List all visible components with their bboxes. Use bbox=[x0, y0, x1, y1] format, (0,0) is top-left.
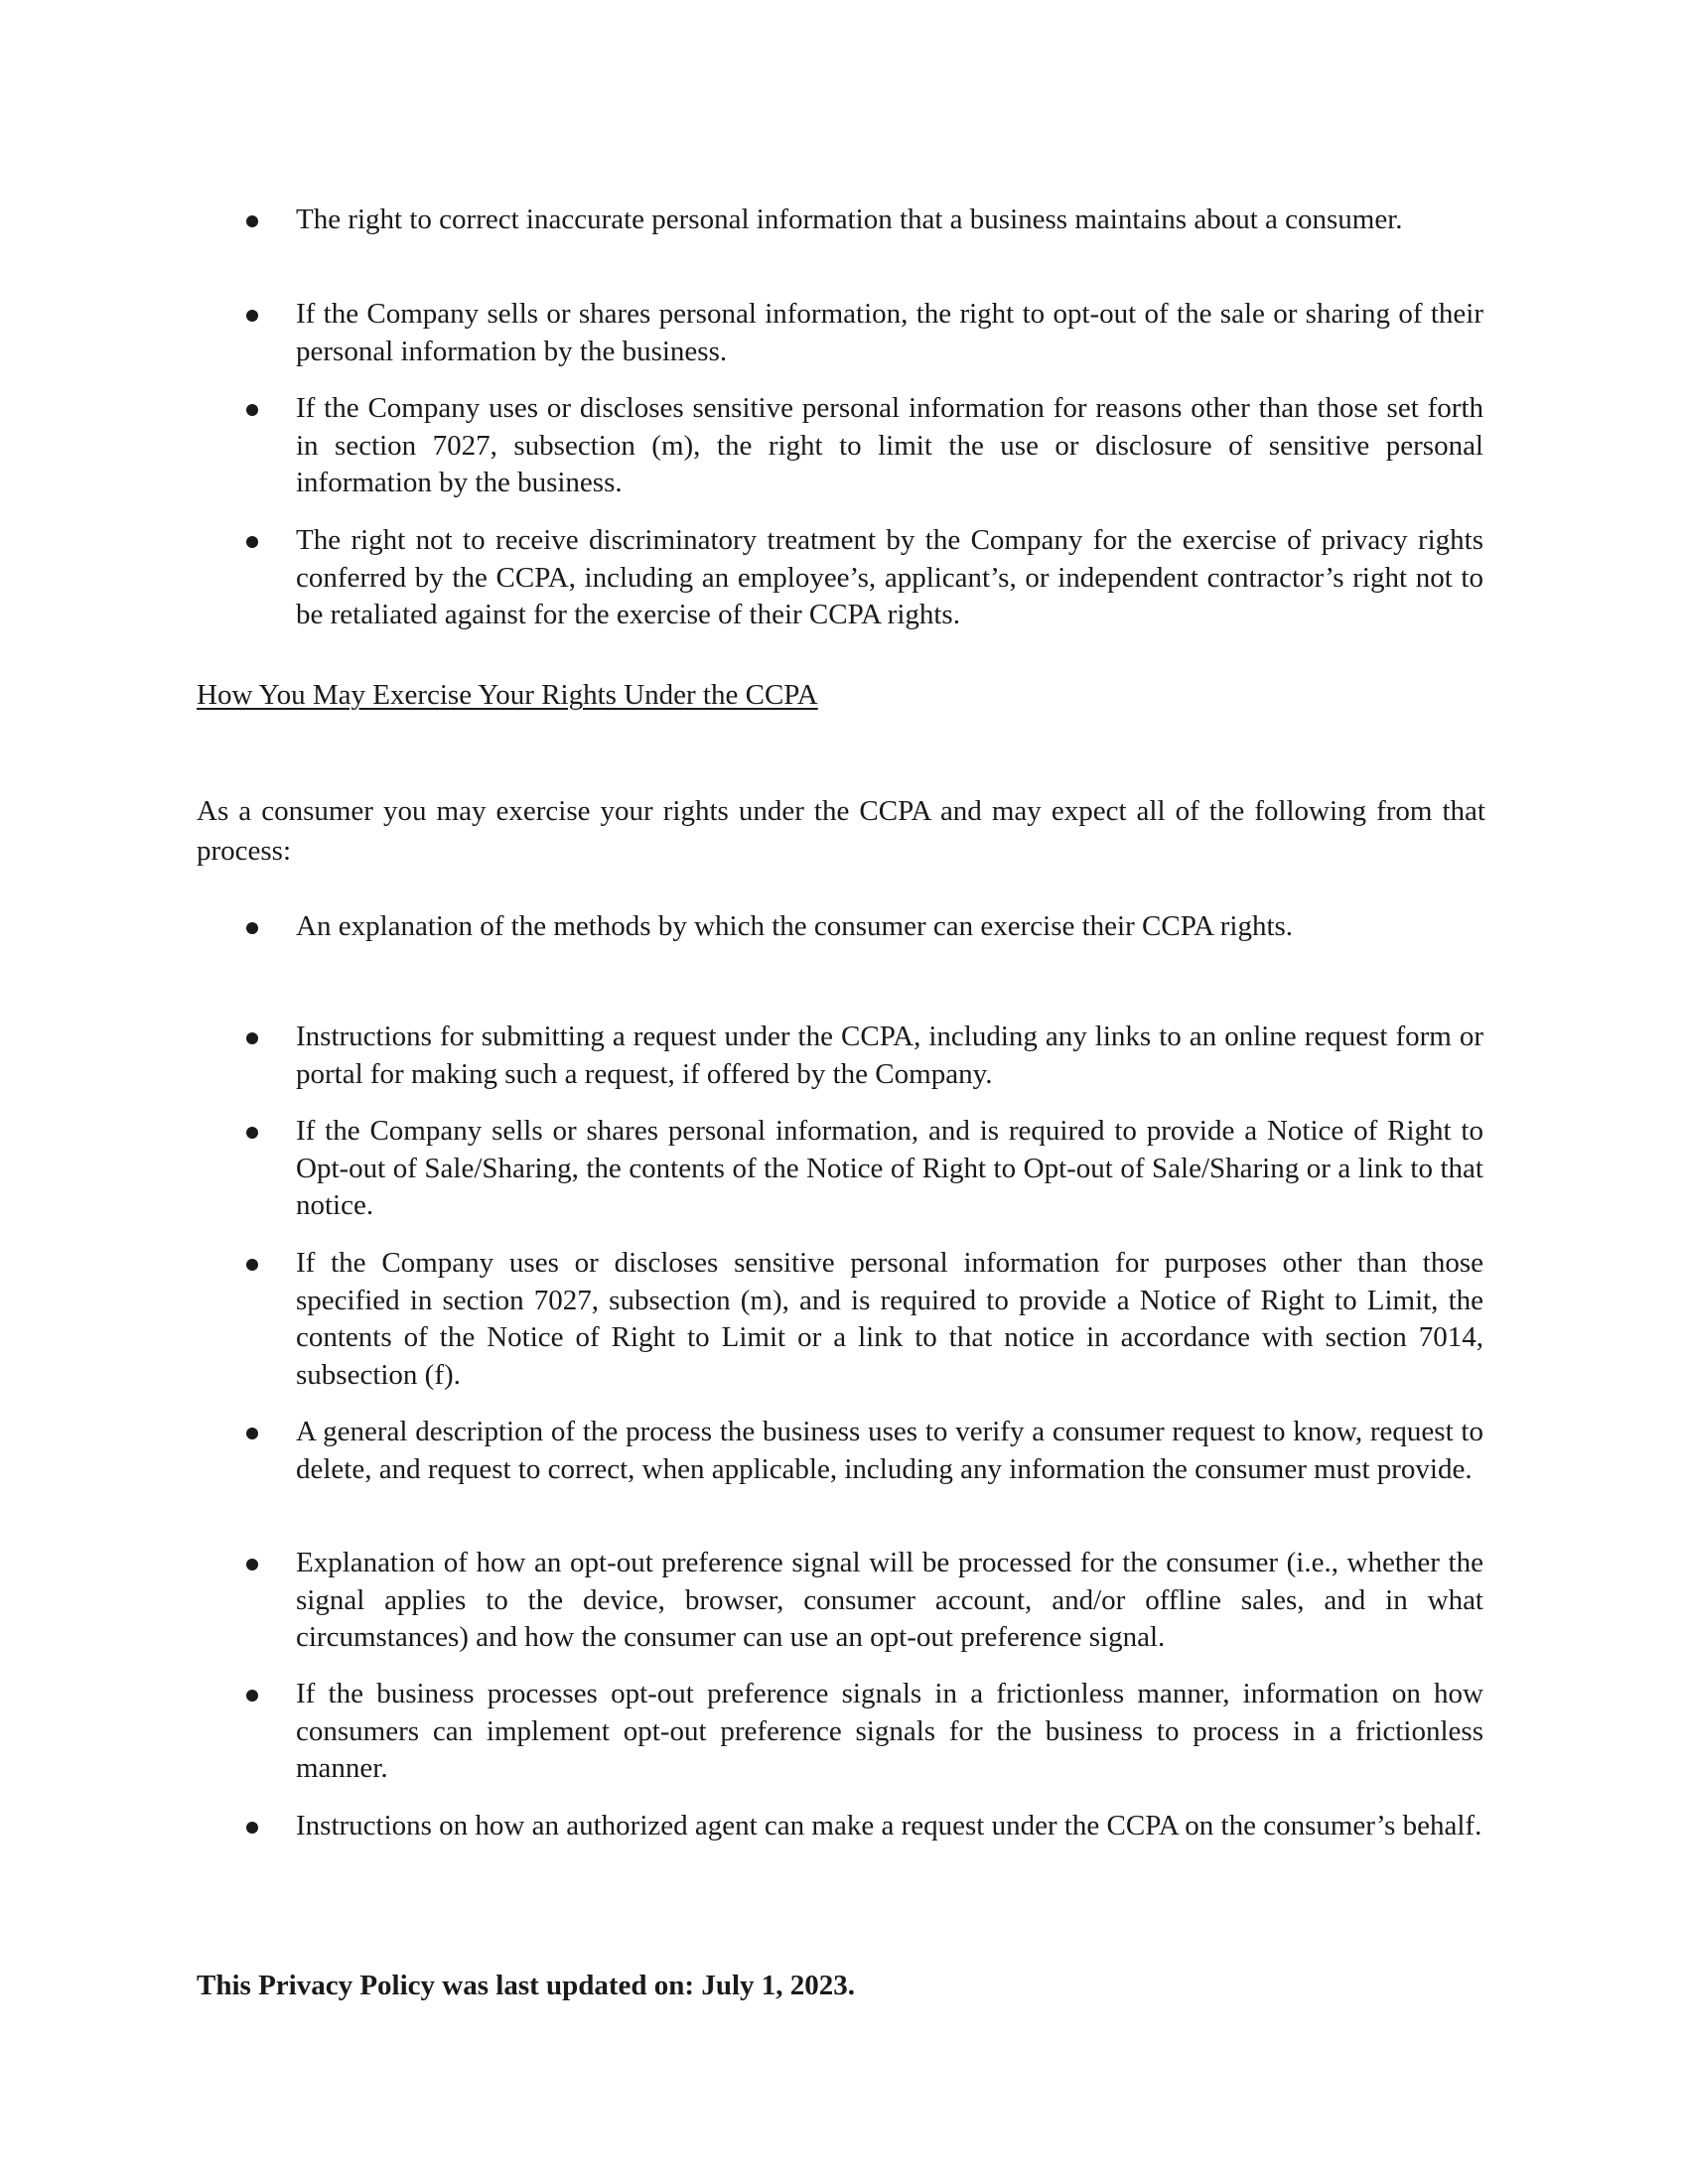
list-item-text: If the Company uses or discloses sensitive personal information for purposes other than those specified in section 7027, subsection (m), and is required to provide a Notice of Right to Limit, the contents of the Notice of Right to Limit or a link to that notice in accordance with section 7014, subsection (f). bbox=[296, 1247, 1483, 1391]
list-item-text: If the Company uses or discloses sensitive personal information for reasons other than those set forth in section 7027, subsection (m), the right to limit the use or disclosure of sensitive personal information by the business. bbox=[296, 392, 1483, 498]
list-item-text: If the business processes opt-out preference signals in a frictionless manner, information on how consumers can implement opt-out preference signals for the business to process in a frictionless manner. bbox=[296, 1678, 1483, 1784]
list-item-text: If the Company sells or shares personal information, and is required to provide a Notice of Right to Opt-out of Sale/Sharing, the contents of the Notice of Right to Opt-out of Sale/Sharing or a link to that notice. bbox=[296, 1115, 1483, 1221]
list-item-text: If the Company sells or shares personal information, the right to opt-out of the sale or sharing of their personal information by the business. bbox=[296, 298, 1483, 367]
bullet-icon bbox=[246, 922, 258, 934]
bullet-icon bbox=[246, 404, 258, 416]
bullet-icon bbox=[246, 1259, 258, 1271]
section-heading: How You May Exercise Your Rights Under the CCPA bbox=[197, 679, 818, 711]
list-item-text: An explanation of the methods by which the consumer can exercise their CCPA rights. bbox=[296, 910, 1294, 942]
bullet-icon bbox=[246, 1690, 258, 1702]
list-item-text: The right not to receive discriminatory treatment by the Company for the exercise of privacy rights conferred by the CCPA, including an employee’s, applicant’s, or independent contractor’s right not to be retaliated against for the exercise of their CCPA rights. bbox=[296, 524, 1483, 630]
bullet-icon bbox=[246, 1127, 258, 1139]
list-item-text: Explanation of how an opt-out preference signal will be processed for the consumer (i.e., whether the signal applies to the device, browser, consumer account, and/or offline sales, and in what circumstances) and how the consumer can use an opt-out preference signal. bbox=[296, 1547, 1483, 1653]
bullet-icon bbox=[246, 536, 258, 548]
bullet-icon bbox=[246, 1559, 258, 1570]
list-item-text: A general description of the process the business uses to verify a consumer request to know, request to delete, and request to correct, when applicable, including any information the consumer must provide. bbox=[296, 1416, 1483, 1485]
last-updated-note: This Privacy Policy was last updated on: July 1, 2023. bbox=[197, 1970, 856, 2001]
list-item-text: Instructions on how an authorized agent can make a request under the CCPA on the consumer’s behalf. bbox=[296, 1810, 1482, 1842]
bullet-icon bbox=[246, 310, 258, 322]
bullet-icon bbox=[246, 215, 258, 227]
bullet-icon bbox=[246, 1032, 258, 1044]
intro-paragraph: As a consumer you may exercise your rights under the CCPA and may expect all of the following from that process: bbox=[197, 795, 1485, 867]
list-item-text: Instructions for submitting a request under the CCPA, including any links to an online request form or portal for making such a request, if offered by the Company. bbox=[296, 1021, 1483, 1090]
bullet-icon bbox=[246, 1822, 258, 1834]
bullet-icon bbox=[246, 1428, 258, 1439]
list-item-text: The right to correct inaccurate personal information that a business maintains about a consumer. bbox=[296, 204, 1403, 235]
